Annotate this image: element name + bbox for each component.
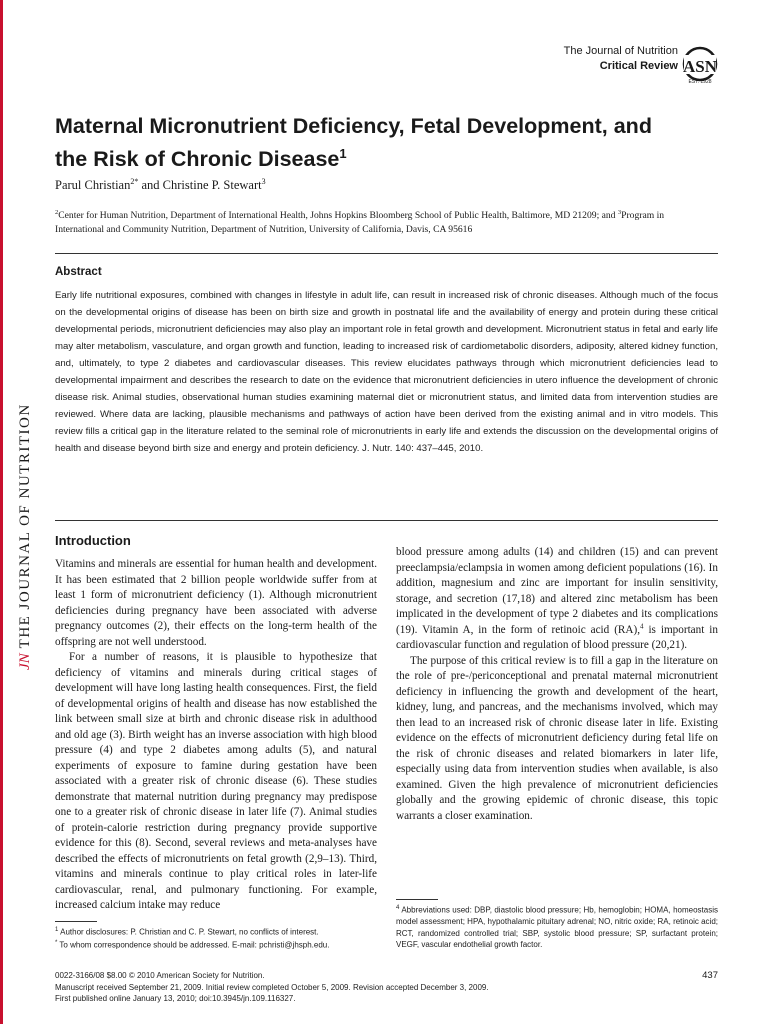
- footnote-1-mark: 1: [55, 927, 59, 933]
- doi-line: First published online January 13, 2010; doi:10.3945/jn.109.116327.: [55, 994, 296, 1003]
- abstract-heading: Abstract: [55, 266, 102, 278]
- spine-journal-name: THE JOURNAL OF NUTRITION: [17, 403, 33, 654]
- intro-paragraph-3: [396, 545, 718, 654]
- affil-mark-3: 3: [617, 209, 622, 216]
- asn-logo-est: EST. 1928: [688, 79, 712, 85]
- affil-mark-2: 2: [55, 209, 59, 216]
- affiliation-ucdavis: Program in International and Community Nutrition, Department of Nutrition, University of California, Davis, CA 95616: [55, 210, 665, 235]
- footnote-rule-right: [396, 899, 438, 900]
- journal-spine-title: [2, 380, 32, 670]
- author1-mark: 2*: [130, 177, 139, 186]
- intro-paragraph-3-start: blood pressure among adults (14) and children (15) and can prevent preeclampsia/eclampsia in women among deficient populations (16). In addition, magnesium and zinc are important for insulin sensitivity, storage, and secretion (17,18) and altered zinc metabolism has been implicated in the development of type 2 diabetes and its complications (19). Vitamin A, in the form of retinoic acid (RA),: [396, 546, 718, 636]
- jn-mark: JN: [17, 653, 33, 670]
- footnote-4-text: Abbreviations used: DBP, diastolic blood pressure; Hb, hemoglobin; HOMA, homeostasis model assessment; HPA, hypothalamic pituitary adrenal; NO, nitric oxide; RA, retinoic acid; RCT, randomized controlled trial; SBP, systolic blood pressure; SP, surfactant protein; VEGF, vascular endothelial growth factor.: [396, 905, 718, 950]
- introduction-heading: Introduction: [55, 533, 131, 548]
- page-header: [530, 44, 678, 74]
- asn-logo-text: ASN: [682, 57, 718, 76]
- footnote-rule-left: [55, 921, 97, 922]
- author-christian: Parul Christian: [55, 178, 131, 193]
- affiliations: [55, 206, 715, 236]
- body-column-right: [396, 545, 718, 824]
- article-title: [55, 112, 655, 173]
- section-label: Critical Review: [599, 60, 678, 72]
- abstract-text: Early life nutritional exposures, combined with changes in lifestyle in adult life, can result in increased risk of chronic diseases. Although much of the focus on the developmental origins of disease has been on birth size and growth in postnatal life and the availability of energy and protein during these critical developmental periods, micronutrient deficiencies may also play an important role in fetal growth and development. Micronutrient status in fetal and early life may alter metabolism, vasculature, and organ growth and function, leading to increased risk of cardiometabolic disorders, adiposity, altered kidney function, and, ultimately, to type 2 diabetes and cardiovascular diseases. This review elucidates pathways through which micronutrient deficiencies lead to developmental impairment and describes the research to date on the evidence that micronutrient deficiencies in utero influence the development of chronic disease risk. Animal studies, observational human studies examining maternal diet or micronutrient status, and limited data from intervention studies are reviewed. Where data are lacking, plausible mechanisms and pathways of action have been derived from the existing animal and in vitro models. This review fills a critical gap in the literature related to the seminal role of micronutrients in early life and extends the discussion on the developmental origins of health and disease beyond birth size and energy and protein deficiency. J. Nutr. 140: 437–445, 2010.: [55, 290, 718, 454]
- footnote-star-mark: *: [55, 940, 58, 947]
- manuscript-dates: Manuscript received September 21, 2009. Initial review completed October 5, 2009. Revision accepted December 3, 2009.: [55, 982, 489, 992]
- page-number: 437: [702, 970, 718, 981]
- author-line: [55, 177, 266, 193]
- abstract-top-rule: [55, 253, 718, 254]
- footnote-star-text: To whom correspondence should be addressed. E-mail: pchristi@jhsph.edu.: [57, 940, 330, 950]
- intro-paragraph-3-end: is important in cardiovascular function and regulation of blood pressure (20,21).: [396, 623, 718, 651]
- intro-paragraph-4: The purpose of this critical review is to fill a gap in the literature on the role of pre-/periconceptional and prenatal maternal micronutrient deficiency in influencing the growth and development of the heart, kidney, lung, and pancreas, and the mechanisms involved, which may then lead to an increased risk of chronic disease later in life. Existing evidence on the effects of micronutrient deficiency during fetal life on the risk of chronic diseases and related biomarkers in later life, especially using data from intervention studies when available, is also examined. Given the high prevalence of micronutrient deficiencies globally and the growing epidemic of chronic disease, this topic warrants a closer examination.: [396, 654, 718, 822]
- author-join: and: [138, 178, 163, 193]
- copyright-line: 0022-3166/08 $8.00 © 2010 American Society for Nutrition.: [55, 971, 265, 980]
- affiliation-jhu: Center for Human Nutrition, Department of International Health, Johns Hopkins Bloomberg School of Public Health, Baltimore, MD 21209; and: [58, 210, 618, 222]
- article-title-text: Maternal Micronutrient Deficiency, Fetal Development, and the Risk of Chronic Disease: [55, 114, 652, 172]
- footnote-1-text: Author disclosures: P. Christian and C. P. Stewart, no conflicts of interest.: [58, 927, 319, 937]
- author2-mark: 3: [261, 177, 266, 186]
- page-footer: [55, 970, 615, 1005]
- ra-footnote-mark: 4: [640, 621, 644, 630]
- footnote-correspondence: [55, 938, 377, 951]
- journal-name: The Journal of Nutrition: [563, 45, 678, 57]
- footnote-4-mark: 4: [396, 905, 400, 911]
- body-column-left: [55, 557, 377, 914]
- intro-paragraph-2: For a number of reasons, it is plausible to hypothesize that deficiency of vitamins and minerals during critical stages of development will have long lasting health consequences. First, the field of developmental origins of health and disease has now established the link between small size at birth and chronic disease risk in adulthood and old age (3). Birth weight has an inverse association with high blood pressure (4) and type 2 diabetes among adults (5), and natural experiments of exposure to famine during gestation have been associated with a greater risk of chronic disease (6). These studies demonstrate that maternal nutrition during pregnancy may predispose one to a greater risk of chronic disease in later life (7). Animal studies of protein-calorie restriction during pregnancy provide supportive evidence for this (8). Second, several reviews and meta-analyses have described the effects of micronutrients on fetal growth (2,9–13). Third, vitamins and minerals continue to play critical roles in later-life cardiovascular, renal, and pulmonary functioning. For example, increased calcium intake may reduce: [55, 651, 377, 911]
- abstract-bottom-rule: [55, 520, 718, 521]
- author-stewart: Christine P. Stewart: [162, 178, 262, 193]
- footnote-abbreviations: [396, 903, 718, 951]
- title-footnote-mark: 1: [339, 146, 347, 161]
- asn-logo: [682, 46, 718, 86]
- footnote-disclosures: [55, 925, 377, 938]
- footnotes-left: [55, 925, 377, 951]
- intro-paragraph-1: Vitamins and minerals are essential for human health and development. It has been estimated that 2 billion people worldwide suffer from at least 1 form of micronutrient deficiency (1). Although micronutrient deficiencies during pregnancy have been associated with adverse pregnancy outcomes (2), their effects on the long-term health of the offspring are not well understood.: [55, 558, 377, 648]
